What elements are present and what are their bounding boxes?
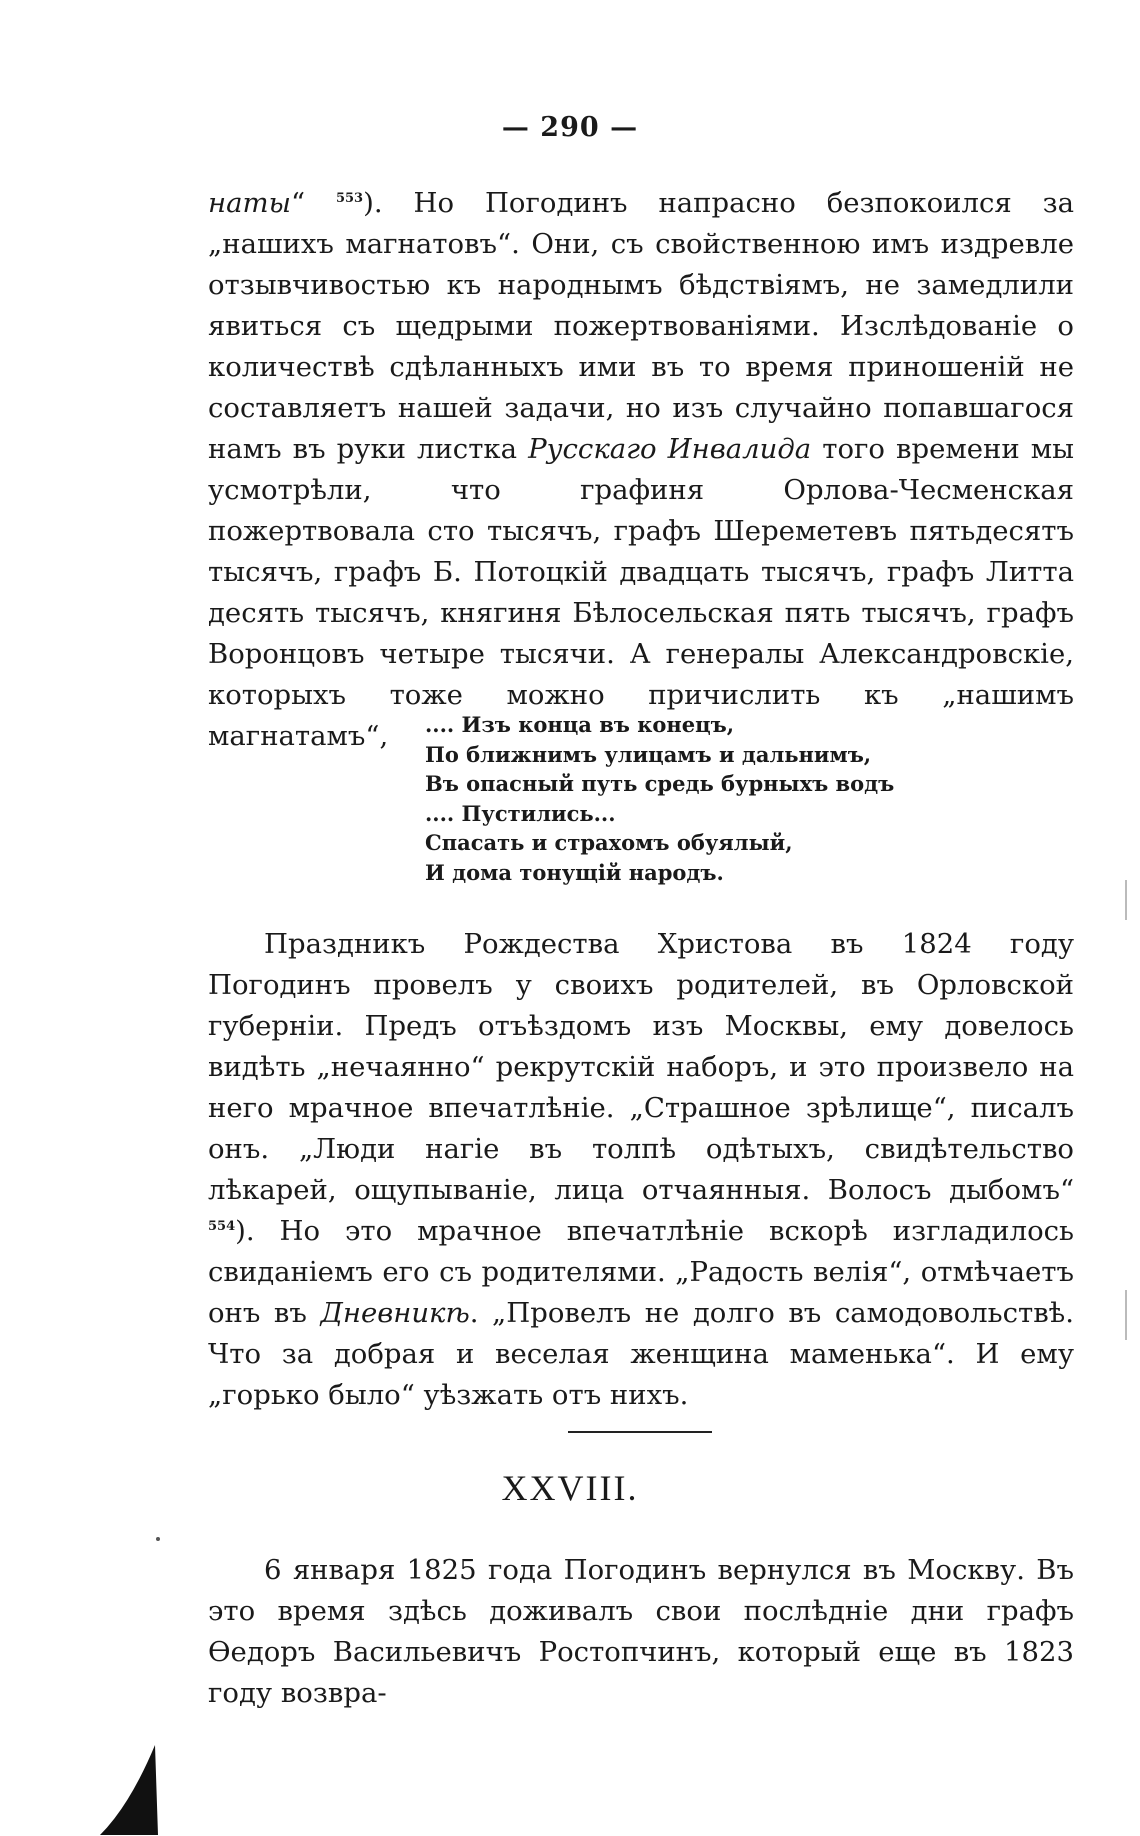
poem-line: И дома тонущій народъ. — [425, 859, 724, 885]
poem-line: .... Пустились... — [425, 800, 616, 826]
paragraph-1-text-b: того времени мы усмотрѣли, что графиня Орлова-Чесменская пожертвовала сто тысячъ, графъ Шереметевъ пятьдесятъ тысячъ, графъ Б. Потоцкій двадцать тысячъ, графъ Литта десять тысячъ, княгиня Бѣлосельская пять тысячъ, графъ Воронцовъ четыре тысячи. А генералы Александровскіе, которыхъ тоже можно причислить къ „нашимъ магнатамъ“, — [208, 433, 1075, 752]
quote-fragment: наты — [208, 187, 291, 219]
footnote-ref-553: 553 — [335, 190, 364, 206]
section-divider — [568, 1431, 712, 1433]
poem-line: По ближнимъ улицамъ и дальнимъ, — [425, 741, 872, 767]
poem-line: Въ опасный путь средь бурныхъ водъ — [425, 771, 895, 796]
paragraph-2-text-a: Праздникъ Рождества Христова въ 1824 году Погодинъ провелъ у своихъ родителей, въ Орловской губерніи. Предъ отъѣздомъ изъ Москвы, ему довелось видѣть „нечаянно“ рекрутскій наборъ, и это произвело на него мрачное впечатлѣніе. „Страшное зрѣлище“, писалъ онъ. „Люди нагіе въ толпѣ одѣтыхъ, свидѣтельство лѣкарей, ощупываніе, лица отчаянныя. Волосъ дыбомъ — [208, 928, 1074, 1206]
page-corner-shadow — [100, 1745, 160, 1835]
chapter-heading: XXVIII. — [501, 1468, 639, 1508]
poem-quote — [425, 710, 925, 887]
paragraph-1 — [208, 183, 1074, 757]
paragraph-3-text: 6 января 1825 года Погодинъ вернулся въ Москву. Въ это время здѣсь доживалъ свои послѣдніе дни графъ Ѳедоръ Васильевичъ Ростопчинъ, который еще въ 1823 году возвра- — [208, 1554, 1074, 1709]
closing-quote-mark: “ — [1059, 1174, 1074, 1206]
paragraph-1-text-a: ). Но Погодинъ напрасно безпокоился за „нашихъ магнатовъ“. Они, съ свойственною имъ издревле отзывчивостью къ народнымъ бѣдствіямъ, не замедлили явиться съ щедрыми пожертвованіями. Изслѣдованіе о количествѣ сдѣланныхъ ими въ то время приношеній не составляетъ нашей задачи, но изъ случайно попавшагося намъ въ руки листка — [208, 187, 1075, 465]
closing-quote-mark: “ — [290, 187, 336, 219]
poem-line: Спасать и страхомъ обуялый, — [425, 830, 793, 855]
paragraph-2 — [208, 924, 1074, 1416]
page-number: — 290 — — [501, 112, 639, 143]
scan-artifact — [156, 1537, 160, 1541]
paragraph-3 — [208, 1550, 1074, 1714]
paragraph-2-text — [208, 924, 1074, 1416]
scan-artifact — [1125, 880, 1127, 920]
source-title: Русскаго Инвалида — [528, 433, 812, 465]
paragraph-1-text — [208, 183, 1074, 757]
diary-title: Дневникѣ — [320, 1297, 470, 1329]
paragraph-2-text-c: . „Провелъ не долго въ самодовольствѣ. Что за добрая и веселая женщина маменька“. И ему „горько было“ уѣзжать отъ нихъ. — [208, 1297, 1074, 1411]
footnote-ref-554: 554 — [208, 1218, 236, 1234]
scan-artifact — [1125, 1290, 1127, 1340]
paragraph-2-text-b: ). Но это мрачное впечатлѣніе вскорѣ изгладилось свиданіемъ его съ родителями. „Радость велія“, отмѣчаетъ онъ въ — [208, 1215, 1074, 1329]
poem-line: .... Изъ конца въ конецъ, — [425, 712, 735, 737]
